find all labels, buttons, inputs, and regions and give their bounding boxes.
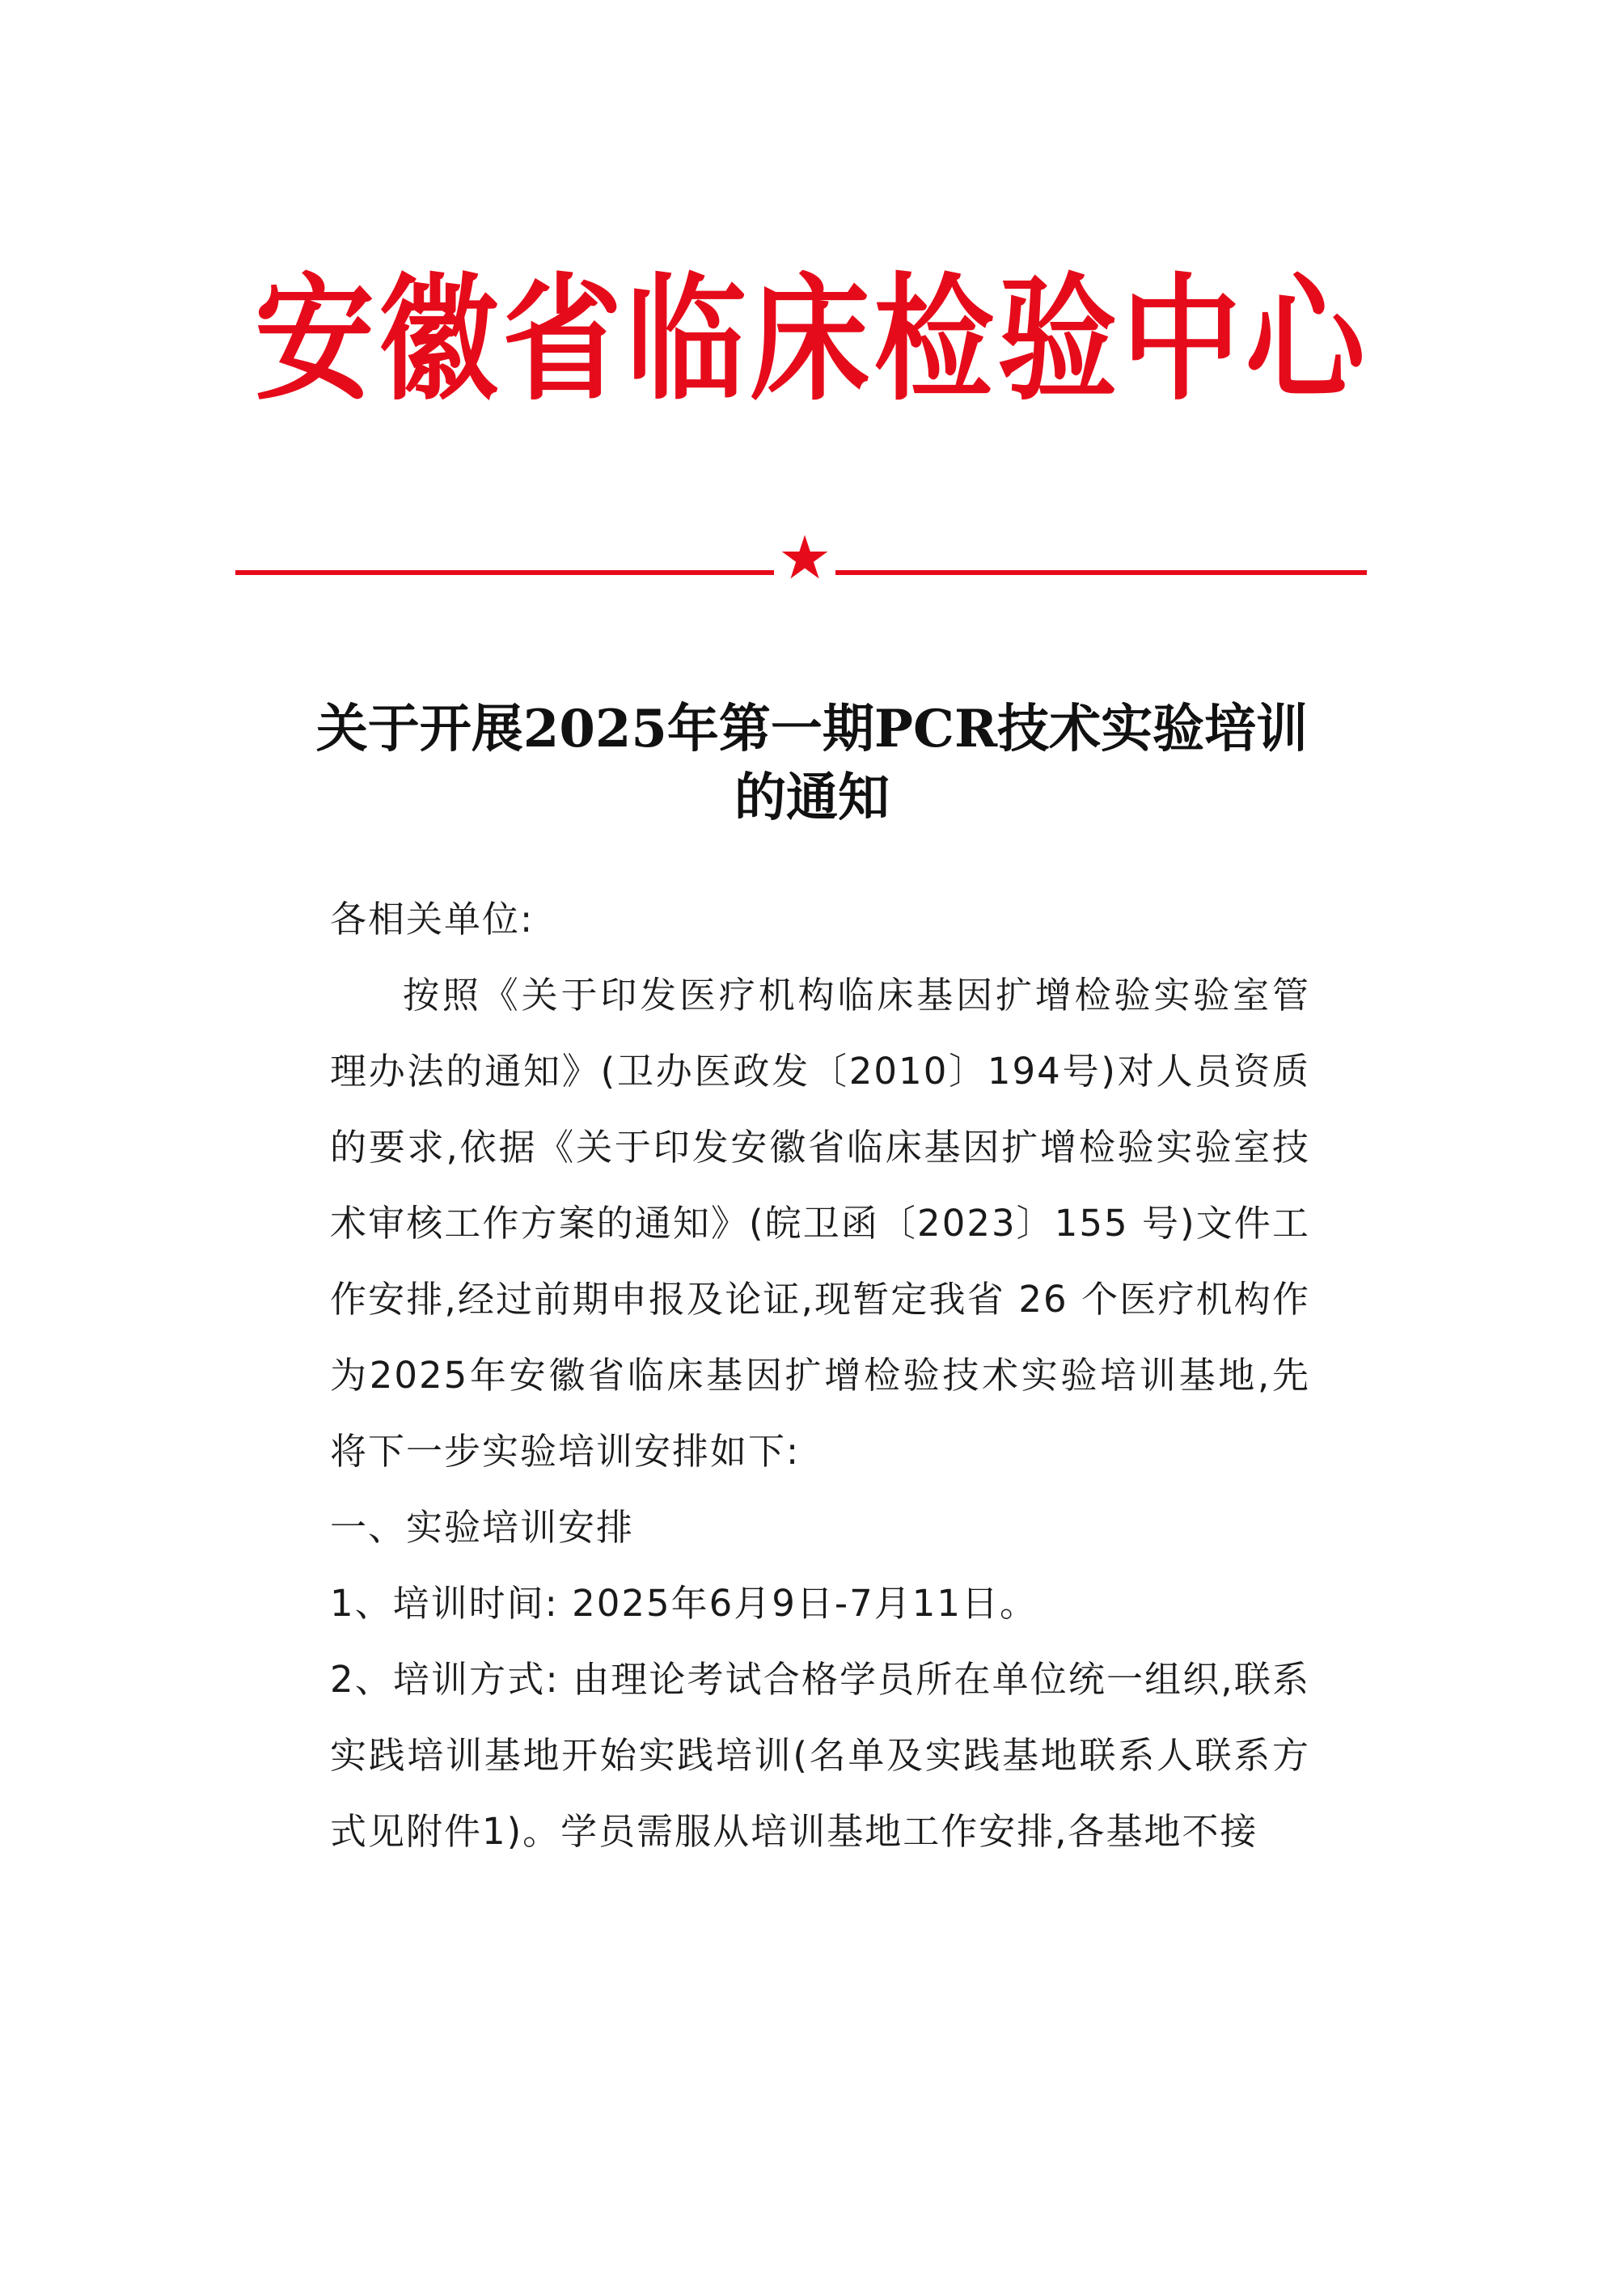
document-title-line-1: 关于开展2025年第一期PCR技术实验培训 [315, 699, 1309, 759]
list-item-training-method: 2、培训方式: 由理论考试合格学员所在单位统一组织,联系实践培训基地开始实践培训(名单及实践基地联系人联系方式见附件1)。学员需服从培训基地工作安排,各基地不接 [330, 1658, 1310, 1853]
star-icon: ★ [777, 523, 832, 593]
document-title-line-2: 的通知 [734, 767, 890, 828]
section-heading-training-arrangement: 一、实验培训安排 [330, 1506, 635, 1549]
document-body [330, 882, 1310, 1870]
intro-paragraph: 按照《关于印发医疗机构临床基因扩增检验实验室管理办法的通知》(卫办医政发〔2010〕194号)对人员资质的要求,依据《关于印发安徽省临床基因扩增检验实验室技术审核工作方案的通知》(皖卫函〔2023〕155 号)文件工作安排,经过前期申报及论证,现暂定我省 26 个医疗机构作为2025年安徽省临床基因扩增检验技术实验培训基地,先将下一步实验培训安排如下: [330, 974, 1310, 1473]
letterhead-divider-left [235, 570, 774, 575]
org-letterhead-title: 安徽省临床检验中心 [254, 260, 1370, 419]
letterhead-divider-right [835, 570, 1367, 575]
salutation: 各相关单位: [330, 898, 535, 941]
list-item-training-time: 1、培训时间: 2025年6月9日-7月11日。 [330, 1582, 1038, 1625]
